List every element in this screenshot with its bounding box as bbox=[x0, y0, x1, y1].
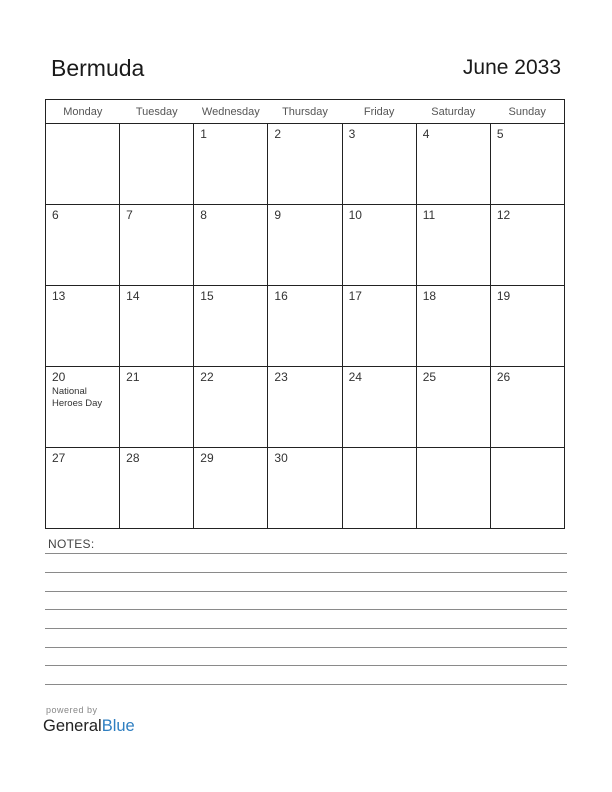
week-row bbox=[46, 286, 565, 367]
day-number: 6 bbox=[52, 208, 59, 222]
day-cell bbox=[342, 124, 416, 205]
day-number: 28 bbox=[126, 451, 140, 465]
day-number: 11 bbox=[422, 208, 436, 222]
day-number: 12 bbox=[496, 208, 511, 222]
day-number: 17 bbox=[348, 289, 362, 303]
day-cell bbox=[120, 367, 194, 448]
day-number: 25 bbox=[422, 370, 437, 384]
day-cell bbox=[490, 448, 564, 529]
holiday-label: National Heroes Day bbox=[52, 386, 103, 409]
note-line bbox=[45, 665, 567, 666]
brand-general-text: General bbox=[43, 717, 102, 735]
day-number: 4 bbox=[422, 127, 430, 141]
day-cell bbox=[120, 205, 194, 286]
day-number: 15 bbox=[200, 289, 214, 303]
powered-by-text: powered by bbox=[46, 705, 98, 715]
day-cell bbox=[194, 205, 268, 286]
day-number: 2 bbox=[274, 127, 282, 141]
day-cell bbox=[194, 286, 268, 367]
day-cell bbox=[342, 448, 416, 529]
week-row bbox=[46, 124, 565, 205]
day-cell bbox=[120, 448, 194, 529]
note-line bbox=[45, 647, 567, 648]
weekday-thursday: Thursday bbox=[268, 100, 342, 124]
day-cell bbox=[416, 367, 490, 448]
day-number: 8 bbox=[200, 208, 207, 222]
day-cell bbox=[490, 367, 564, 448]
month-year-title: June 2033 bbox=[462, 56, 561, 79]
day-cell bbox=[268, 448, 342, 529]
day-number: 7 bbox=[126, 208, 133, 222]
day-number: 5 bbox=[496, 127, 504, 141]
day-number: 3 bbox=[348, 127, 356, 141]
day-cell bbox=[268, 205, 342, 286]
day-cell bbox=[416, 124, 490, 205]
day-cell bbox=[416, 448, 490, 529]
day-number: 29 bbox=[200, 451, 214, 465]
day-cell bbox=[490, 286, 564, 367]
day-cell bbox=[490, 124, 564, 205]
day-cell bbox=[268, 367, 342, 448]
day-cell bbox=[268, 286, 342, 367]
note-line bbox=[45, 628, 567, 629]
day-cell bbox=[120, 286, 194, 367]
country-title: Bermuda bbox=[51, 55, 145, 81]
day-number: 9 bbox=[274, 208, 282, 222]
day-number: 21 bbox=[126, 370, 140, 384]
day-number: 18 bbox=[422, 289, 437, 303]
day-cell bbox=[490, 205, 564, 286]
day-cell bbox=[46, 367, 120, 448]
day-cell bbox=[342, 286, 416, 367]
week-row bbox=[46, 367, 565, 448]
note-line bbox=[45, 609, 567, 610]
day-number: 27 bbox=[52, 451, 66, 465]
day-cell bbox=[194, 124, 268, 205]
week-row bbox=[46, 448, 565, 529]
weekday-wednesday: Wednesday bbox=[194, 100, 268, 124]
day-number: 23 bbox=[274, 370, 288, 384]
day-cell bbox=[120, 124, 194, 205]
generalblue-logo bbox=[43, 717, 135, 736]
day-number: 14 bbox=[126, 289, 140, 303]
weekday-sunday: Sunday bbox=[490, 100, 564, 124]
day-number: 10 bbox=[348, 208, 362, 222]
day-cell bbox=[268, 124, 342, 205]
day-number: 24 bbox=[348, 370, 362, 384]
day-number: 19 bbox=[496, 289, 511, 303]
day-cell bbox=[46, 124, 120, 205]
day-cell bbox=[342, 367, 416, 448]
day-number: 16 bbox=[274, 289, 288, 303]
day-cell bbox=[194, 367, 268, 448]
day-cell bbox=[416, 205, 490, 286]
weekday-monday: Monday bbox=[46, 100, 120, 124]
day-cell bbox=[342, 205, 416, 286]
day-number: 22 bbox=[200, 370, 214, 384]
weekday-header-row bbox=[46, 100, 565, 124]
week-row bbox=[46, 205, 565, 286]
note-line bbox=[45, 591, 567, 592]
calendar-body bbox=[46, 124, 565, 529]
day-number: 26 bbox=[496, 370, 511, 384]
day-number: 13 bbox=[52, 289, 66, 303]
notes-label: NOTES: bbox=[48, 537, 95, 551]
weekday-tuesday: Tuesday bbox=[120, 100, 194, 124]
day-number: 1 bbox=[200, 127, 207, 141]
day-cell bbox=[416, 286, 490, 367]
day-cell bbox=[46, 205, 120, 286]
calendar-grid bbox=[45, 99, 565, 529]
weekday-friday: Friday bbox=[342, 100, 416, 124]
day-number: 30 bbox=[274, 451, 288, 465]
day-number: 20 bbox=[52, 370, 66, 384]
brand-blue-text: Blue bbox=[101, 717, 135, 735]
note-line bbox=[45, 684, 567, 685]
day-cell bbox=[46, 448, 120, 529]
note-line bbox=[45, 553, 567, 554]
day-cell bbox=[194, 448, 268, 529]
note-line bbox=[45, 572, 567, 573]
weekday-saturday: Saturday bbox=[416, 100, 490, 124]
day-cell bbox=[46, 286, 120, 367]
